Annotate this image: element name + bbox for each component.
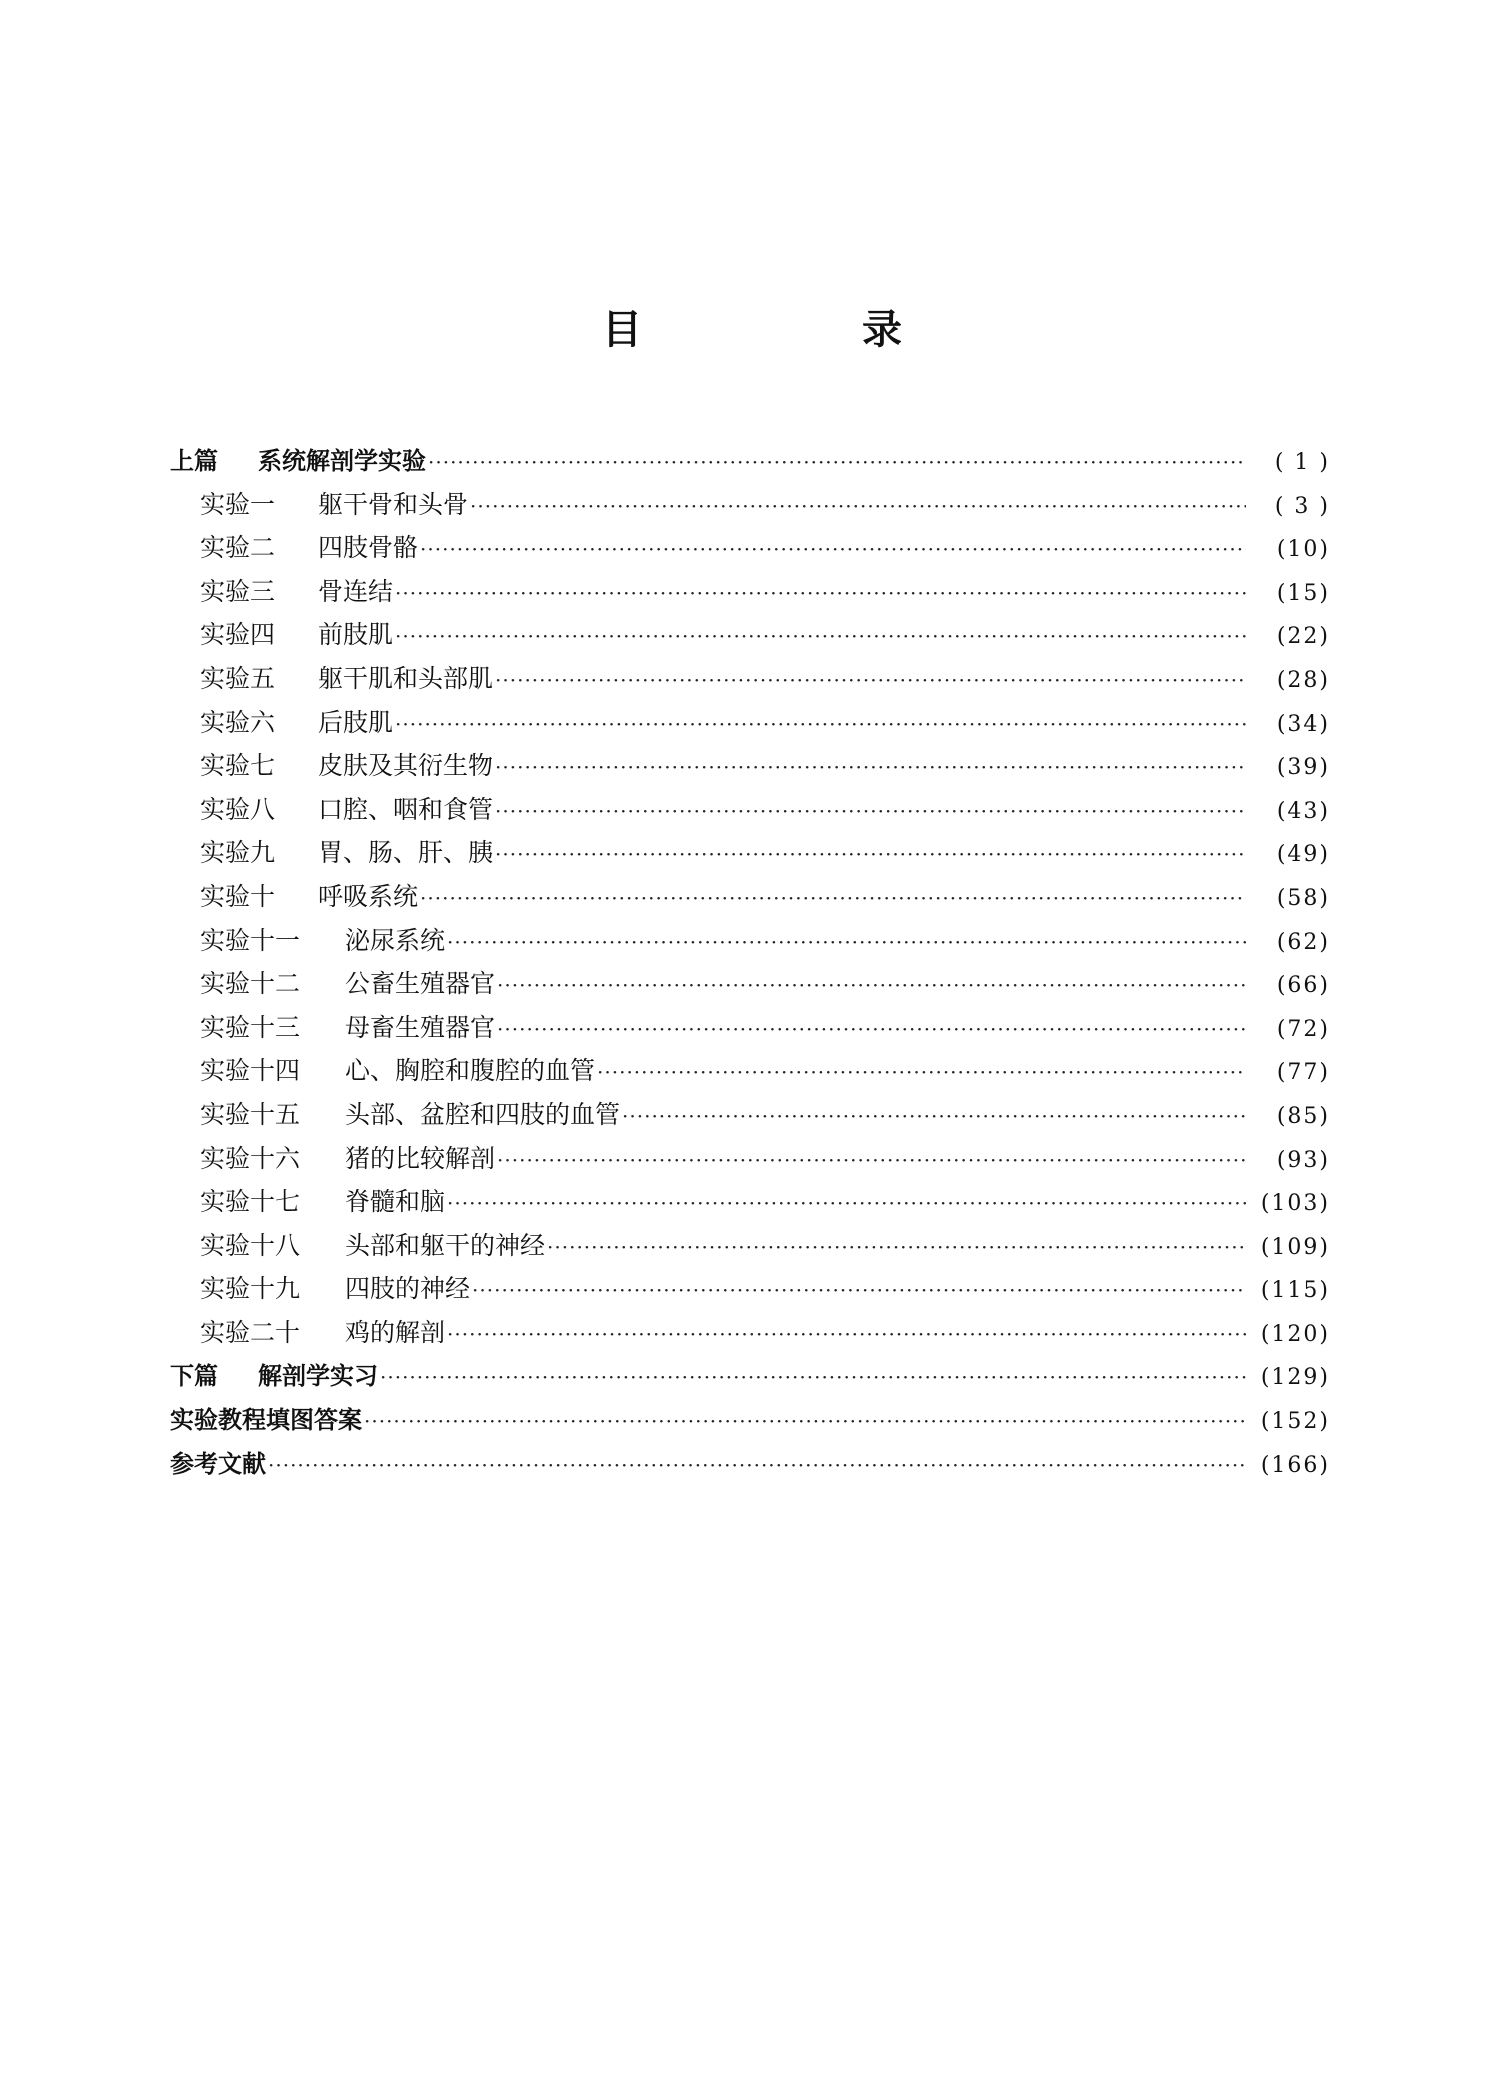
toc-entry-page: ( 3 )	[1274, 493, 1330, 519]
toc-entry-page: (66)	[1276, 973, 1330, 999]
toc-entry-page: (22)	[1276, 624, 1330, 650]
toc-entry-page: (109)	[1260, 1234, 1330, 1260]
dot-leader	[470, 494, 1246, 518]
toc-entry-label	[200, 572, 393, 608]
toc-entry-label	[200, 877, 418, 913]
toc-entry-title: 参考文献	[170, 1449, 266, 1478]
toc-entry[interactable]	[170, 1356, 1330, 1400]
toc-entry-label	[200, 1269, 470, 1305]
toc-entry-number: 实验四	[200, 620, 276, 650]
dot-leader	[380, 1365, 1246, 1389]
toc-entry-label	[170, 1400, 362, 1435]
toc-entry-number: 实验八	[200, 794, 276, 824]
toc-entry-page: (10)	[1276, 537, 1330, 563]
toc-entry-title: 泌尿系统	[345, 925, 446, 955]
toc-entry-label	[200, 1008, 495, 1044]
dot-leader	[472, 1278, 1246, 1302]
table-of-contents	[170, 441, 1330, 1487]
toc-entry-page: (129)	[1260, 1365, 1330, 1391]
toc-entry-page: (72)	[1276, 1016, 1330, 1042]
toc-entry-page: ( 1 )	[1274, 450, 1330, 475]
toc-entry-number: 下篇	[170, 1362, 218, 1391]
toc-entry-number: 实验一	[200, 489, 276, 519]
toc-entry-page: (115)	[1260, 1278, 1330, 1304]
dot-leader	[597, 1060, 1246, 1084]
dot-leader	[497, 1148, 1246, 1172]
toc-entry-label	[200, 528, 418, 564]
toc-entry-number: 实验十三	[200, 1012, 301, 1042]
toc-entry-title: 胃、肠、肝、胰	[318, 838, 494, 868]
toc-entry[interactable]	[170, 528, 1330, 572]
toc-entry-number: 实验三	[200, 576, 276, 606]
toc-entry[interactable]	[170, 877, 1330, 921]
toc-entry-label	[200, 964, 495, 1000]
dot-leader	[495, 799, 1246, 823]
toc-entry-title: 四肢骨骼	[318, 533, 419, 563]
toc-entry-number: 实验二	[200, 533, 276, 563]
dot-leader	[395, 712, 1246, 736]
toc-entry-page: (85)	[1276, 1103, 1330, 1129]
toc-entry-title: 躯干肌和头部肌	[318, 663, 494, 693]
toc-entry[interactable]	[170, 746, 1330, 790]
toc-entry[interactable]	[170, 441, 1330, 485]
toc-entry-number: 实验十	[200, 881, 276, 911]
toc-entry[interactable]	[170, 615, 1330, 659]
toc-entry[interactable]	[170, 485, 1330, 529]
toc-entry-page: (58)	[1276, 885, 1330, 911]
toc-entry-page: (166)	[1260, 1452, 1330, 1478]
toc-entry[interactable]	[170, 790, 1330, 834]
dot-leader	[447, 1191, 1246, 1215]
toc-entry-number: 实验二十	[200, 1317, 301, 1347]
toc-entry-title: 猪的比较解剖	[345, 1143, 496, 1173]
dot-leader	[622, 1104, 1246, 1128]
toc-entry-number: 实验五	[200, 663, 276, 693]
toc-entry[interactable]	[170, 1051, 1330, 1095]
toc-entry-title: 鸡的解剖	[345, 1317, 446, 1347]
dot-leader	[364, 1409, 1246, 1433]
toc-entry-title: 呼吸系统	[318, 881, 419, 911]
dot-leader	[495, 668, 1246, 692]
toc-entry-title: 母畜生殖器官	[345, 1012, 496, 1042]
toc-entry-number: 实验十八	[200, 1230, 301, 1260]
toc-entry-title: 头部、盆腔和四肢的血管	[345, 1099, 621, 1129]
toc-entry[interactable]	[170, 921, 1330, 965]
toc-entry-title: 公畜生殖器官	[345, 969, 496, 999]
toc-entry-page: (28)	[1276, 667, 1330, 693]
toc-entry[interactable]	[170, 659, 1330, 703]
dot-leader	[395, 624, 1246, 648]
toc-entry-title: 口腔、咽和食管	[318, 794, 494, 824]
toc-entry-number: 实验十五	[200, 1099, 301, 1129]
toc-entry[interactable]	[170, 1313, 1330, 1357]
dot-leader	[497, 1017, 1246, 1041]
toc-entry-label	[200, 790, 493, 826]
toc-entry-title: 皮肤及其衍生物	[318, 751, 494, 781]
toc-entry-label	[200, 1051, 595, 1087]
toc-entry-label	[200, 1313, 445, 1349]
toc-entry-page: (93)	[1276, 1147, 1330, 1173]
toc-entry-label	[200, 485, 468, 521]
dot-leader	[268, 1453, 1246, 1477]
dot-leader	[495, 755, 1246, 779]
toc-entry[interactable]	[170, 1444, 1330, 1488]
dot-leader	[547, 1235, 1246, 1259]
toc-entry-label	[200, 746, 493, 782]
toc-entry-label	[200, 1182, 445, 1218]
dot-leader	[447, 930, 1246, 954]
toc-entry-page: (152)	[1260, 1409, 1330, 1435]
toc-entry-title: 系统解剖学实验	[258, 447, 426, 475]
toc-entry-number: 实验十一	[200, 925, 301, 955]
toc-entry-title: 解剖学实习	[258, 1362, 378, 1391]
dot-leader	[395, 581, 1246, 605]
toc-entry[interactable]	[170, 964, 1330, 1008]
toc-entry[interactable]	[170, 1139, 1330, 1183]
toc-entry-label	[200, 1226, 545, 1262]
toc-entry-label	[200, 1139, 495, 1175]
toc-entry[interactable]	[170, 1226, 1330, 1270]
toc-entry-title: 躯干骨和头骨	[318, 489, 469, 519]
toc-entry-label	[170, 1444, 266, 1479]
toc-entry-title: 心、胸腔和腹腔的血管	[345, 1056, 596, 1086]
toc-entry-title: 实验教程填图答案	[170, 1406, 362, 1435]
toc-entry-label	[200, 921, 445, 957]
toc-entry-page: (49)	[1276, 842, 1330, 868]
toc-entry-page: (43)	[1276, 798, 1330, 824]
page-title: 目 录	[602, 307, 992, 353]
toc-entry-page: (62)	[1276, 929, 1330, 955]
dot-leader	[497, 973, 1246, 997]
toc-entry-title: 脊髓和脑	[345, 1187, 446, 1217]
toc-entry[interactable]	[170, 1182, 1330, 1226]
toc-entry-number: 实验九	[200, 838, 276, 868]
toc-entry[interactable]	[170, 1400, 1330, 1444]
toc-entry-number: 实验十六	[200, 1143, 301, 1173]
dot-leader	[420, 537, 1246, 561]
toc-entry-label	[200, 659, 493, 695]
toc-entry[interactable]	[170, 1269, 1330, 1313]
dot-leader	[428, 450, 1246, 474]
toc-entry-title: 前肢肌	[318, 620, 394, 650]
toc-entry-number: 实验十七	[200, 1187, 301, 1217]
dot-leader	[447, 1322, 1246, 1346]
toc-entry-page: (77)	[1276, 1060, 1330, 1086]
toc-entry-title: 头部和躯干的神经	[345, 1230, 546, 1260]
toc-entry-label	[200, 833, 493, 869]
toc-entry-page: (15)	[1276, 580, 1330, 606]
toc-entry-label	[170, 1356, 378, 1391]
toc-entry-page: (103)	[1260, 1191, 1330, 1217]
toc-entry-title: 骨连结	[318, 576, 394, 606]
toc-entry-page: (39)	[1276, 755, 1330, 781]
toc-entry[interactable]	[170, 572, 1330, 616]
toc-entry-number: 实验十九	[200, 1274, 301, 1304]
toc-entry-number: 实验十四	[200, 1056, 301, 1086]
toc-entry[interactable]	[170, 1008, 1330, 1052]
toc-entry-page: (120)	[1260, 1321, 1330, 1347]
toc-entry-label	[200, 1095, 620, 1131]
toc-entry-label	[200, 615, 393, 651]
toc-entry-page: (34)	[1276, 711, 1330, 737]
dot-leader	[420, 886, 1246, 910]
toc-entry-number: 实验六	[200, 707, 276, 737]
toc-entry-number: 上篇	[170, 447, 218, 475]
toc-entry[interactable]	[170, 833, 1330, 877]
toc-entry-label	[170, 441, 426, 476]
dot-leader	[495, 842, 1246, 866]
toc-entry[interactable]	[170, 703, 1330, 747]
toc-entry-number: 实验七	[200, 751, 276, 781]
toc-entry[interactable]	[170, 1095, 1330, 1139]
toc-entry-title: 四肢的神经	[345, 1274, 471, 1304]
toc-entry-title: 后肢肌	[318, 707, 394, 737]
toc-entry-label	[200, 703, 393, 739]
toc-entry-number: 实验十二	[200, 969, 301, 999]
